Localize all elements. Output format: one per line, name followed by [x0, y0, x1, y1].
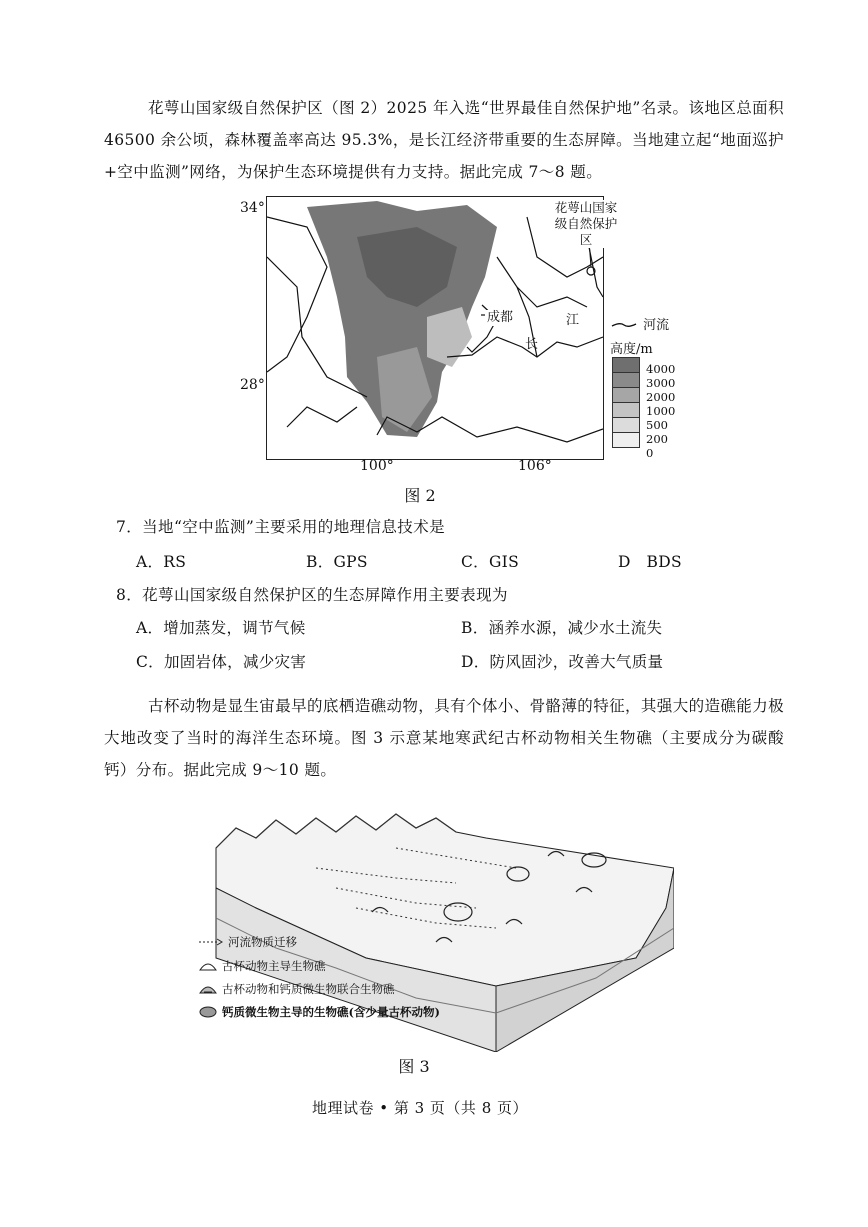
intro-paragraph-9-10: 古杯动物是显生宙最早的底栖造礁动物，具有个体小、骨骼薄的特征，其强大的造礁能力极大地改变了当时的海洋生态环境。图 3 示意某地寒武纪古杯动物相关生物礁（主要成分为碳酸钙）分布。据此完成 9～10 题。	[104, 697, 785, 779]
q8-option-a: A．增加蒸发，调节气候	[136, 619, 306, 637]
longitude-label-left: 100°	[360, 458, 394, 474]
q8-option-b: B．涵养水源，减少水土流失	[461, 619, 663, 637]
legend3-label: 古杯动物主导生物礁	[222, 959, 326, 973]
figure-3-caption: 图 3	[398, 1057, 430, 1076]
intro-paragraph-7-8: 花萼山国家级自然保护区（图 2）2025 年入选“世界最佳自然保护地”名录。该地区总面积 46500 余公顷，森林覆盖率高达 95.3%，是长江经济带重要的生态屏障。当地建立起“地面巡护+空中监测”网络，为保护生态环境提供有力支持。据此完成 7～8 题。	[104, 99, 784, 181]
legend3-label: 河流物质迁移	[228, 935, 297, 949]
height-scale-value: 0	[646, 446, 654, 460]
archaeocyath-reef-icon	[198, 960, 218, 972]
microbial-reef-icon	[198, 1006, 218, 1018]
figure-2-caption: 图 2	[404, 486, 436, 505]
q8-option-c: C．加固岩体，减少灾害	[136, 653, 307, 671]
height-scale	[612, 357, 640, 448]
q7-option-b: B．GPS	[306, 553, 368, 571]
q7-option-c: C．GIS	[461, 553, 519, 571]
legend3-archaeocyath-reef	[198, 958, 326, 974]
legend3-microbial-reef	[198, 1004, 440, 1020]
legend3-label: 钙质微生物主导的生物礁(含少量古杯动物)	[222, 1005, 440, 1019]
boundary-line	[287, 407, 357, 427]
height-scale-value: 500	[646, 418, 668, 432]
reserve-label: 花萼山国家级自然保护区	[554, 200, 618, 247]
legend3-joint-reef	[198, 981, 395, 997]
q7-option-a: A．RS	[136, 553, 187, 571]
boundary-line	[267, 217, 327, 372]
height-scale-value: 3000	[646, 376, 676, 390]
longitude-label-right: 106°	[518, 458, 552, 474]
dotted-arrow-icon	[198, 937, 224, 947]
legend3-label: 古杯动物和钙质微生物联合生物礁	[222, 982, 395, 996]
latitude-label-top: 34°	[240, 200, 265, 216]
legend3-river-migration	[198, 934, 297, 950]
height-scale-value: 2000	[646, 390, 676, 404]
river-line	[517, 287, 587, 307]
height-swatch	[612, 403, 640, 418]
latitude-label-bottom: 28°	[240, 377, 265, 393]
height-swatch	[612, 418, 640, 433]
height-swatch	[612, 373, 640, 388]
river-label-char: 江	[566, 313, 580, 328]
joint-reef-icon	[198, 983, 218, 995]
height-swatch	[612, 433, 640, 448]
legend-river	[610, 314, 720, 333]
height-swatch	[612, 357, 640, 373]
river-label-char: 长	[525, 337, 539, 352]
legend-height-title: 高度/m	[610, 342, 653, 357]
height-scale-value: 200	[646, 432, 668, 446]
question-7-stem: 7．当地“空中监测”主要采用的地理信息技术是	[116, 518, 446, 536]
question-8-stem: 8．花萼山国家级自然保护区的生态屏障作用主要表现为	[116, 586, 508, 604]
legend-river-label: 河流	[643, 318, 670, 333]
height-swatch	[612, 388, 640, 403]
height-scale-value: 4000	[646, 362, 676, 376]
map-graphic	[267, 197, 603, 459]
river-line-icon	[610, 320, 638, 330]
city-label-chengdu: 成都	[487, 310, 514, 325]
page-footer: 地理试卷 • 第 3 页（共 8 页）	[311, 1099, 529, 1117]
height-scale-value: 1000	[646, 404, 676, 418]
q8-option-d: D．防风固沙，改善大气质量	[461, 653, 664, 671]
q7-option-d: D BDS	[618, 553, 682, 571]
